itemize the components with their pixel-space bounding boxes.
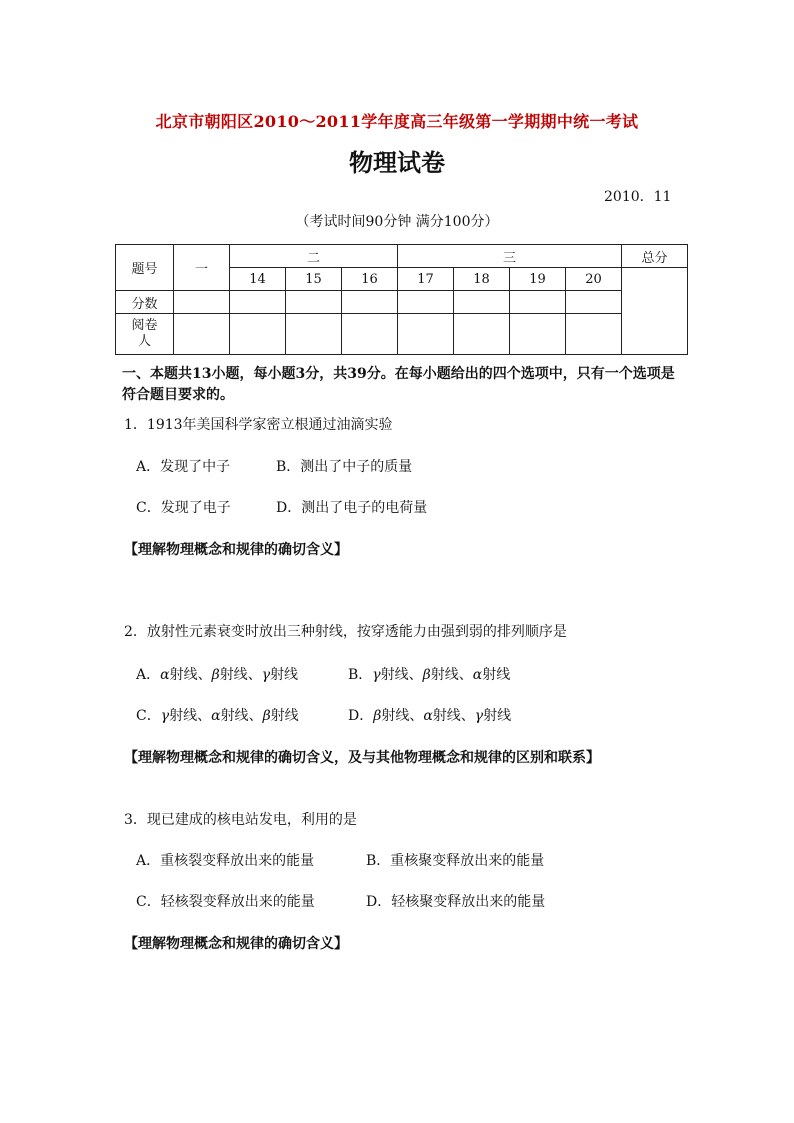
question-1-stem: 1．1913年美国科学家密立根通过油滴实验 [124,417,393,433]
separator: 、 [458,667,473,683]
alpha-symbol: α [211,708,221,724]
q2-option-c [136,705,299,725]
header-part-three: 三 [398,245,622,268]
gamma-symbol: γ [474,708,484,724]
num-cell: 18 [454,268,510,291]
separator: 、 [460,708,475,724]
grader-cell [510,314,566,355]
num-cell: 15 [286,268,342,291]
num-cell: 17 [398,268,454,291]
score-cell [342,291,398,314]
q1-tag: 【理解物理概念和规律的确切含义】 [124,542,348,558]
q1-option-b: B．测出了中子的质量 [276,459,413,475]
total-score-cell [622,268,688,355]
beta-symbol: β [422,667,431,683]
q3-tag: 【理解物理概念和规律的确切含义】 [124,936,348,952]
paper-title: 物理试卷 [349,148,445,177]
option-label: A． [136,667,161,683]
grader-cell [398,314,454,355]
q3-option-c: C．轻核裂变释放出来的能量 [136,894,315,910]
gamma-symbol: γ [261,667,271,683]
beta-symbol: β [211,667,220,683]
ray-word: 射线 [270,708,299,724]
ray-word: 射线 [432,708,461,724]
exam-header: 北京市朝阳区2010～2011学年度高三年级第一学期期中统一考试 [155,112,639,131]
separator: 、 [197,667,212,683]
grader-cell [286,314,342,355]
ray-word: 射线 [169,667,198,683]
question-2-stem: 2．放射性元素衰变时放出三种射线，按穿透能力由强到弱的排列顺序是 [124,624,567,640]
score-cell [230,291,286,314]
q2-tag: 【理解物理概念和规律的确切含义，及与其他物理概念和规律的区别和联系】 [124,750,600,766]
beta-symbol: β [262,708,271,724]
q1-option-d: D．测出了电子的电荷量 [276,500,428,516]
q3-option-b: B．重核聚变释放出来的能量 [366,853,545,869]
separator: 、 [247,667,262,683]
num-cell: 19 [510,268,566,291]
row-label-grader [116,314,174,355]
score-cell [174,291,230,314]
exam-date: 2010．11 [604,189,672,205]
gamma-symbol: γ [372,667,381,683]
separator: 、 [248,708,263,724]
score-cell [566,291,622,314]
header-total: 总分 [622,245,688,268]
grader-label: 阅卷人 [131,318,158,349]
q2-option-d [348,705,511,725]
question-3-stem: 3．现已建成的核电站发电，利用的是 [124,812,357,828]
num-cell: 20 [566,268,622,291]
header-tihao: 题号 [116,245,174,291]
num-cell: 14 [230,268,286,291]
ray-word: 射线 [220,708,249,724]
grader-cell [342,314,398,355]
separator: 、 [409,708,424,724]
alpha-symbol: α [160,667,170,683]
ray-word: 射线 [380,667,409,683]
grader-cell [174,314,230,355]
q2-option-a [136,664,298,684]
option-label: B． [348,667,373,683]
grader-cell [230,314,286,355]
ray-word: 射线 [483,708,512,724]
q3-option-a: A．重核裂变释放出来的能量 [136,853,315,869]
header-part-one: 一 [174,245,230,291]
score-cell [510,291,566,314]
ray-word: 射线 [270,667,299,683]
option-label: C． [136,708,161,724]
header-part-two: 二 [230,245,398,268]
score-cell [454,291,510,314]
ray-word: 射线 [430,667,459,683]
section-one-instructions: 一、本题共13小题，每小题3分，共39分。在每小题给出的四个选项中，只有一个选项是符合题目要求的。 [122,366,675,403]
separator: 、 [408,667,423,683]
grader-cell [454,314,510,355]
ray-word: 射线 [381,708,410,724]
score-cell [398,291,454,314]
alpha-symbol: α [423,708,433,724]
num-cell: 16 [342,268,398,291]
q1-option-c: C．发现了电子 [136,500,231,516]
score-table [115,244,688,355]
grader-cell [566,314,622,355]
ray-word: 射线 [169,708,198,724]
exam-info: （考试时间90分钟 满分100分） [295,214,499,230]
ray-word: 射线 [482,667,511,683]
ray-word: 射线 [219,667,248,683]
score-cell [286,291,342,314]
row-label-score: 分数 [116,291,174,314]
q2-option-b [348,664,510,684]
alpha-symbol: α [472,667,483,683]
option-label: D． [348,708,374,724]
gamma-symbol: γ [160,708,170,724]
q1-option-a: A．发现了中子 [136,459,231,475]
beta-symbol: β [373,708,382,724]
q3-option-d: D．轻核聚变释放出来的能量 [366,894,546,910]
separator: 、 [197,708,212,724]
